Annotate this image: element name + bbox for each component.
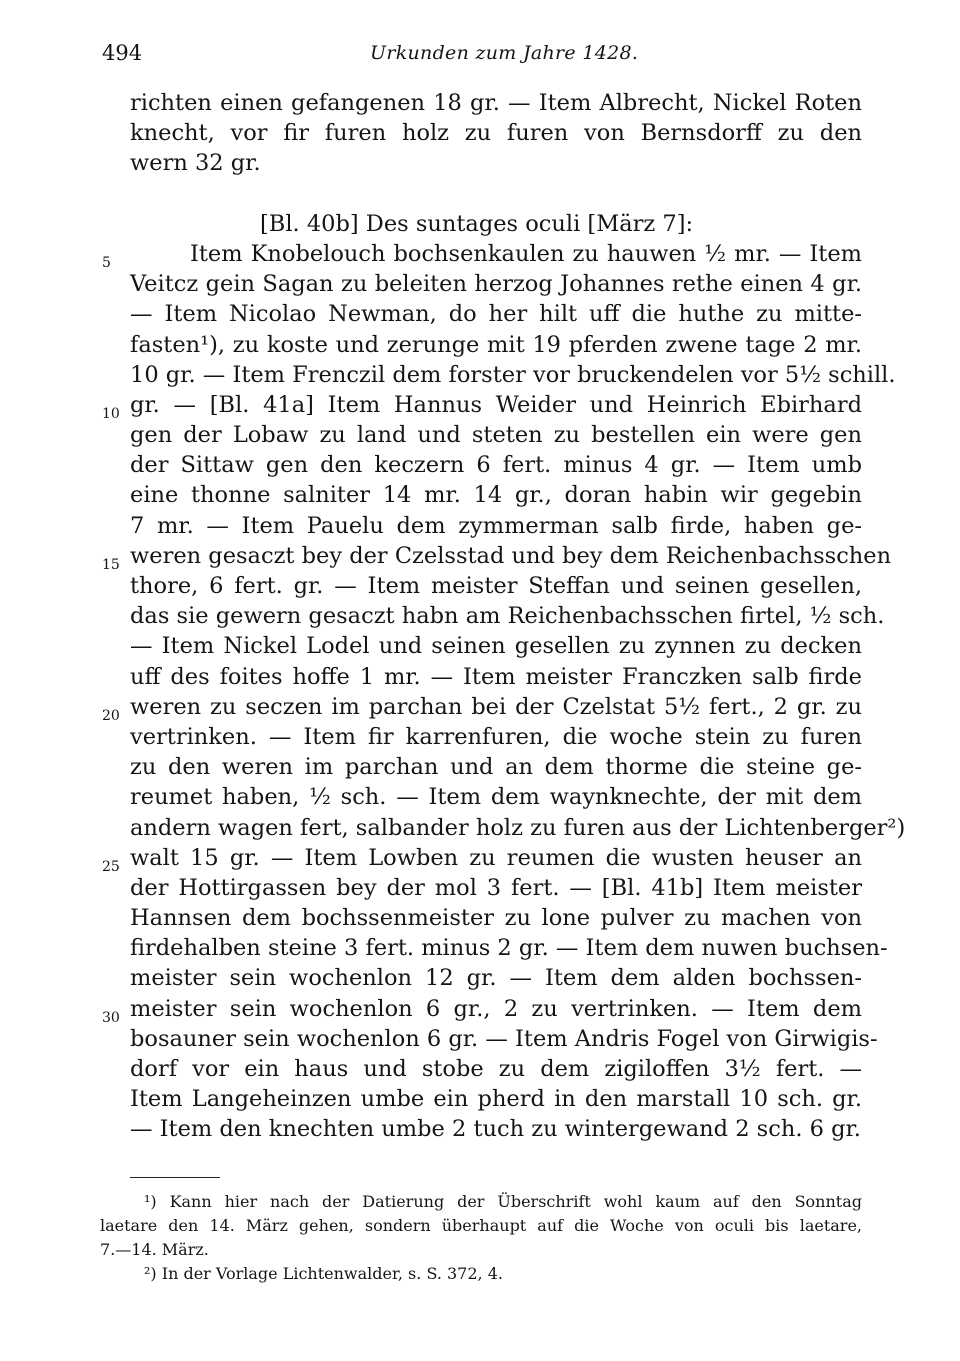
line-number: 30 — [102, 1010, 120, 1026]
line-number: 5 — [102, 255, 111, 271]
text-line: richten einen gefangenen 18 gr. — Item Albrecht, Nickel Roten — [130, 90, 862, 116]
text-line: weren zu seczen im parchan bei der Czelstat 5½ fert., 2 gr. zu — [130, 693, 862, 720]
line-number: 10 — [102, 406, 120, 422]
text-line: reumet haben, ½ sch. — Item dem waynknechte, der mit dem — [130, 784, 862, 811]
footnote-line: laetare den 14. März gehen, sondern überhaupt auf die Woche von oculi bis laetare, — [100, 1216, 862, 1235]
text-line: gr. — [Bl. 41a] Item Hannus Weider und Heinrich Ebirhard — [130, 391, 862, 418]
text-line: der Sittaw gen den keczern 6 fert. minus 4 gr. — Item umb — [130, 452, 862, 479]
text-line: thore, 6 fert. gr. — Item meister Steffan und seinen gesellen, — [130, 573, 862, 599]
blank-line — [130, 179, 862, 209]
text-line: Item Langeheinzen umbe ein pherd in den marstall 10 sch. gr. — [130, 1086, 862, 1113]
text-line: meister sein wochenlon 12 gr. — Item dem alden bochssen- — [130, 965, 862, 992]
section-heading: [Bl. 40b] Des suntages oculi [März 7]: — [260, 210, 694, 237]
text-line: der Hottirgassen bey der mol 3 fert. — [Bl. 41b] Item meister — [130, 874, 862, 901]
text-line: das sie gewern gesaczt habn am Reichenbachsschen firtel, ½ sch. — [130, 603, 885, 630]
text-line: 7 mr. — Item Pauelu dem zymmerman salb firde, haben ge- — [130, 512, 862, 539]
text-line: andern wagen fert, salbander holz zu furen aus der Lichtenberger²) — [130, 814, 906, 841]
text-line: — Item Nicolao Newman, do her hilt uff die huthe zu mitte- — [130, 301, 862, 328]
footnote-line: ²) In der Vorlage Lichtenwalder, s. S. 372, 4. — [144, 1264, 503, 1283]
footnote-line: ¹) Kann hier nach der Datierung der Überschrift wohl kaum auf den Sonntag — [144, 1192, 862, 1211]
text-line: gen der Lobaw zu land und steten zu bestellen ein were gen — [130, 422, 862, 449]
text-line: Item Knobelouch bochsenkaulen zu hauwen ½ mr. — Item — [190, 240, 862, 267]
text-line: wern 32 gr. — [130, 150, 261, 177]
text-line: — Item den knechten umbe 2 tuch zu wintergewand 2 sch. 6 gr. — [130, 1116, 861, 1143]
text-line: zu den weren im parchan und an dem thorme die steine ge- — [130, 754, 862, 781]
main-text — [130, 88, 906, 1145]
text-line: weren gesaczt bey der Czelsstad und bey dem Reichenbachsschen — [130, 542, 892, 569]
text-line: uff des foites hoffe 1 mr. — Item meister Franczken salb firde — [130, 663, 862, 690]
footnotes — [100, 1190, 862, 1286]
text-line: eine thonne salniter 14 mr. 14 gr., doran habin wir gegebin — [130, 482, 862, 509]
text-line: meister sein wochenlon 6 gr., 2 zu vertrinken. — Item dem — [130, 995, 862, 1022]
line-number: 25 — [102, 859, 120, 875]
text-line: Hannsen dem bochssenmeister zu lone pulver zu machen von — [130, 905, 862, 932]
text-line: firdehalben steine 3 fert. minus 2 gr. — Item dem nuwen buchsen- — [130, 935, 888, 962]
footnote-line: 7.—14. März. — [100, 1240, 209, 1259]
line-number: 15 — [102, 557, 120, 573]
text-line: — Item Nickel Lodel und seinen gesellen zu zynnen zu decken — [130, 633, 862, 660]
text-line: dorf vor ein haus und stobe zu dem zigiloffen 3½ fert. — — [130, 1056, 862, 1082]
text-line: knecht, vor fir furen holz zu furen von Bernsdorff zu den — [130, 120, 862, 147]
text-line: vertrinken. — Item fir karrenfuren, die woche stein zu furen — [130, 723, 862, 750]
text-line: bosauner sein wochenlon 6 gr. — Item Andris Fogel von Girwigis- — [130, 1025, 878, 1052]
text-line: Veitcz gein Sagan zu beleiten herzog Johannes rethe einen 4 gr. — [130, 271, 862, 298]
line-number: 20 — [102, 708, 120, 724]
text-line: 10 gr. — Item Frenczil dem forster vor bruckendelen vor 5½ schill. — [130, 361, 896, 388]
footnote-divider — [130, 1177, 220, 1178]
text-line: fasten¹), zu koste und zerunge mit 19 pferden zwene tage 2 mr. — [130, 331, 862, 358]
text-line: walt 15 gr. — Item Lowben zu reumen die wusten heuser an — [130, 844, 862, 871]
page-number: 494 — [102, 41, 143, 65]
running-head: Urkunden zum Jahre 1428. — [370, 42, 639, 64]
